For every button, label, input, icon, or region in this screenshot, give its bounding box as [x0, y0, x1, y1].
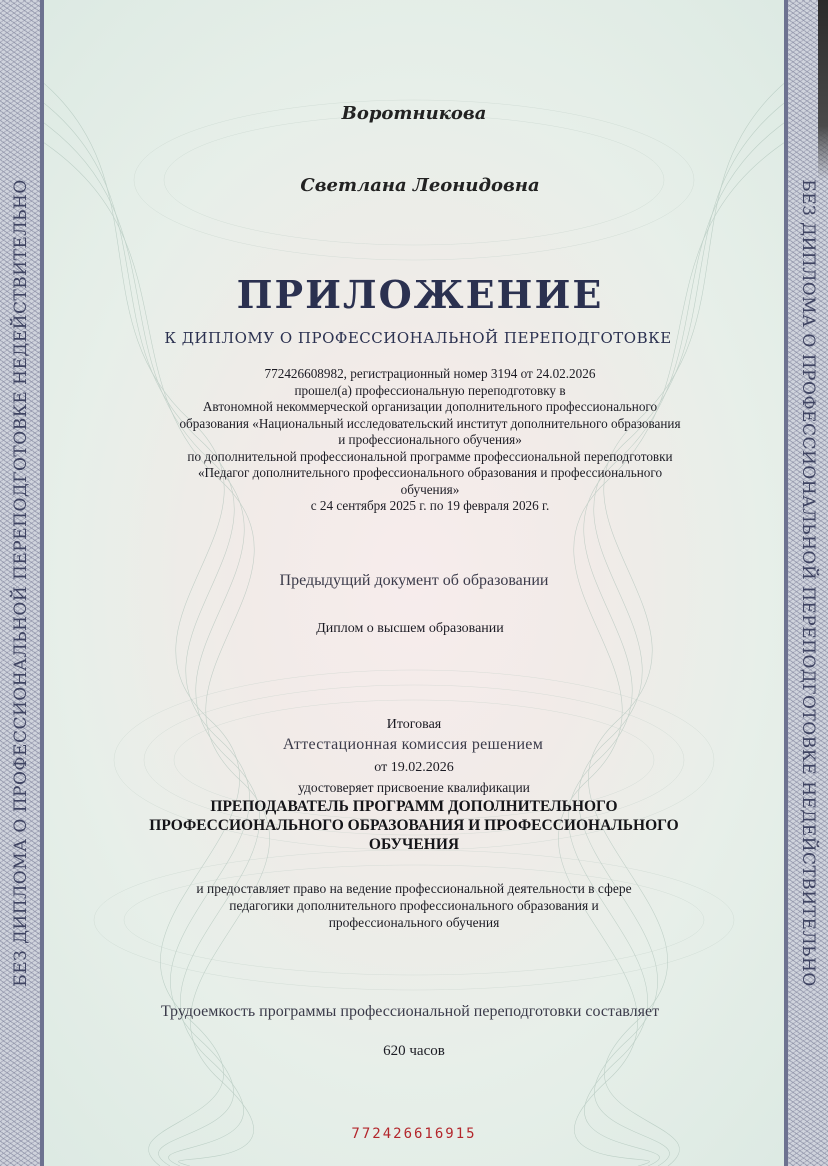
document-heading: ПРИЛОЖЕНИЕ [236, 272, 604, 317]
body-line: образования «Национальный исследовательский институт дополнительного образования [179, 415, 681, 431]
previous-document-value: Диплом о высшем образовании [316, 621, 504, 636]
holder-given-names: Светлана Леонидовна [300, 175, 540, 196]
rights-line: педагогики дополнительного профессионального образования и [229, 898, 599, 913]
rights-line: и предоставляет право на ведение профессиональной деятельности в сфере [196, 881, 632, 896]
rights-statement [0, 880, 828, 931]
body-line: «Педагог дополнительного профессионального образования и профессионального [197, 465, 663, 480]
qualification-line: ОБУЧЕНИЯ [368, 836, 460, 853]
body-line: обучения» [400, 481, 460, 497]
qualification-line: ПРОФЕССИОНАЛЬНОГО ОБРАЗОВАНИЯ И ПРОФЕССИОНАЛЬНОГО [149, 817, 679, 834]
program-hours: 620 часов [383, 1043, 445, 1059]
body-line: и профессионального обучения» [338, 432, 522, 447]
training-period-line: с 24 сентября 2025 г. по 19 февраля 2026 г. [310, 498, 550, 513]
qualification-title [0, 797, 828, 854]
body-line: Автономной некоммерческой организации дополнительного профессионального [202, 399, 658, 414]
certifies-text: удостоверяет присвоение квалификации [298, 780, 530, 795]
serial-number: 772426616915 [351, 1126, 477, 1142]
body-line: прошел(а) профессиональную переподготовку в [294, 382, 566, 398]
right-border-text: БЕЗ ДИПЛОМА О ПРОФЕССИОНАЛЬНОЙ ПЕРЕПОДГОТОВКЕ НЕДЕЙСТВИТЕЛЬНО [798, 179, 818, 987]
left-border-text: БЕЗ ДИПЛОМА О ПРОФЕССИОНАЛЬНОЙ ПЕРЕПОДГОТОВКЕ НЕДЕЙСТВИТЕЛЬНО [11, 179, 31, 987]
final-label: Итоговая [386, 717, 442, 732]
registration-line: 772426608982, регистрационный номер 3194 от 24.02.2026 [264, 366, 596, 381]
previous-document-label: Предыдущий документ об образовании [279, 572, 549, 589]
qualification-line: ПРЕПОДАВАТЕЛЬ ПРОГРАММ ДОПОЛНИТЕЛЬНОГО [210, 798, 618, 815]
holder-surname: Воротникова [341, 103, 487, 124]
rights-line: профессионального обучения [328, 915, 500, 930]
workload-text: Трудоемкость программы профессиональной переподготовки составляет [160, 1003, 660, 1020]
commission-date: от 19.02.2026 [374, 760, 454, 775]
body-line: по дополнительной профессиональной программе профессиональной переподготовки [187, 448, 673, 464]
program-details [110, 366, 750, 515]
document-subheading: К ДИПЛОМУ О ПРОФЕССИОНАЛЬНОЙ ПЕРЕПОДГОТОВКЕ [164, 329, 672, 347]
commission-label: Аттестационная комиссия решением [282, 736, 544, 753]
